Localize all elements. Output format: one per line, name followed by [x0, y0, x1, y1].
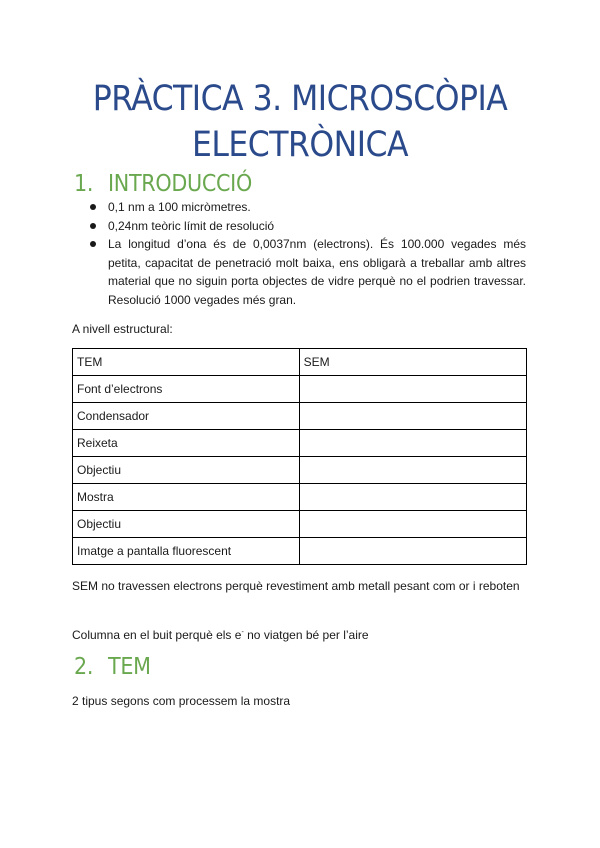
section-heading-tem: [74, 653, 151, 681]
table-header-cell-tem: TEM: [73, 349, 300, 376]
table-intro-paragraph: A nivell estructural:: [72, 322, 173, 336]
table-cell: [299, 403, 526, 430]
columna-text-after: no viatgen bé per l’aire: [243, 628, 369, 642]
table-cell: [299, 376, 526, 403]
section-heading-text: TEM: [108, 654, 151, 680]
table-cell: Reixeta: [73, 430, 300, 457]
page-title: PRÀCTICA 3. MICROSCÒPIA ELECTRÒNICA: [92, 79, 508, 165]
list-item: 0,24nm teòric límit de resolució: [90, 217, 526, 236]
table-row: [73, 484, 527, 511]
table-cell: Font d’electrons: [73, 376, 300, 403]
columna-note-paragraph: [72, 624, 527, 645]
table-cell: [299, 538, 526, 565]
sem-note-paragraph: SEM no travessen electrons perquè revestiment amb metall pesant com or i reboten: [72, 579, 520, 593]
columna-text-before: Columna en el buit perquè els e: [72, 628, 242, 642]
table-header-row: [73, 349, 527, 376]
table-row: [73, 457, 527, 484]
electron-charge-superscript: -: [241, 629, 244, 636]
table-row: [73, 430, 527, 457]
table-cell: [299, 457, 526, 484]
table-cell: Objectiu: [73, 511, 300, 538]
table-cell: Imatge a pantalla fluorescent: [73, 538, 300, 565]
table-cell: Mostra: [73, 484, 300, 511]
table-cell: [299, 484, 526, 511]
list-item: La longitud d’ona és de 0,0037nm (electrons). És 100.000 vegades més petita, capacitat de penetració molt baixa, ens obligarà a treballar amb altres material que no siguin porta objectes de vidre perquè no el podrien travessar. Resolució 1000 vegades més gran.: [90, 235, 526, 309]
table-cell: [299, 430, 526, 457]
list-item: 0,1 nm a 100 micròmetres.: [90, 198, 526, 217]
table-cell: Condensador: [73, 403, 300, 430]
section-heading-introduccio: [74, 170, 252, 198]
table-row: [73, 403, 527, 430]
table-cell: Objectiu: [73, 457, 300, 484]
section-number: 1.: [74, 171, 94, 197]
structure-table: [72, 348, 527, 565]
table-header-cell-sem: SEM: [299, 349, 526, 376]
table-cell: [299, 511, 526, 538]
table-row: [73, 511, 527, 538]
tem-paragraph: 2 tipus segons com processem la mostra: [72, 694, 291, 708]
table-row: [73, 376, 527, 403]
table-row: [73, 538, 527, 565]
intro-bullet-list: [90, 198, 526, 310]
section-heading-text: INTRODUCCIÓ: [108, 171, 252, 197]
section-number: 2.: [74, 654, 94, 680]
